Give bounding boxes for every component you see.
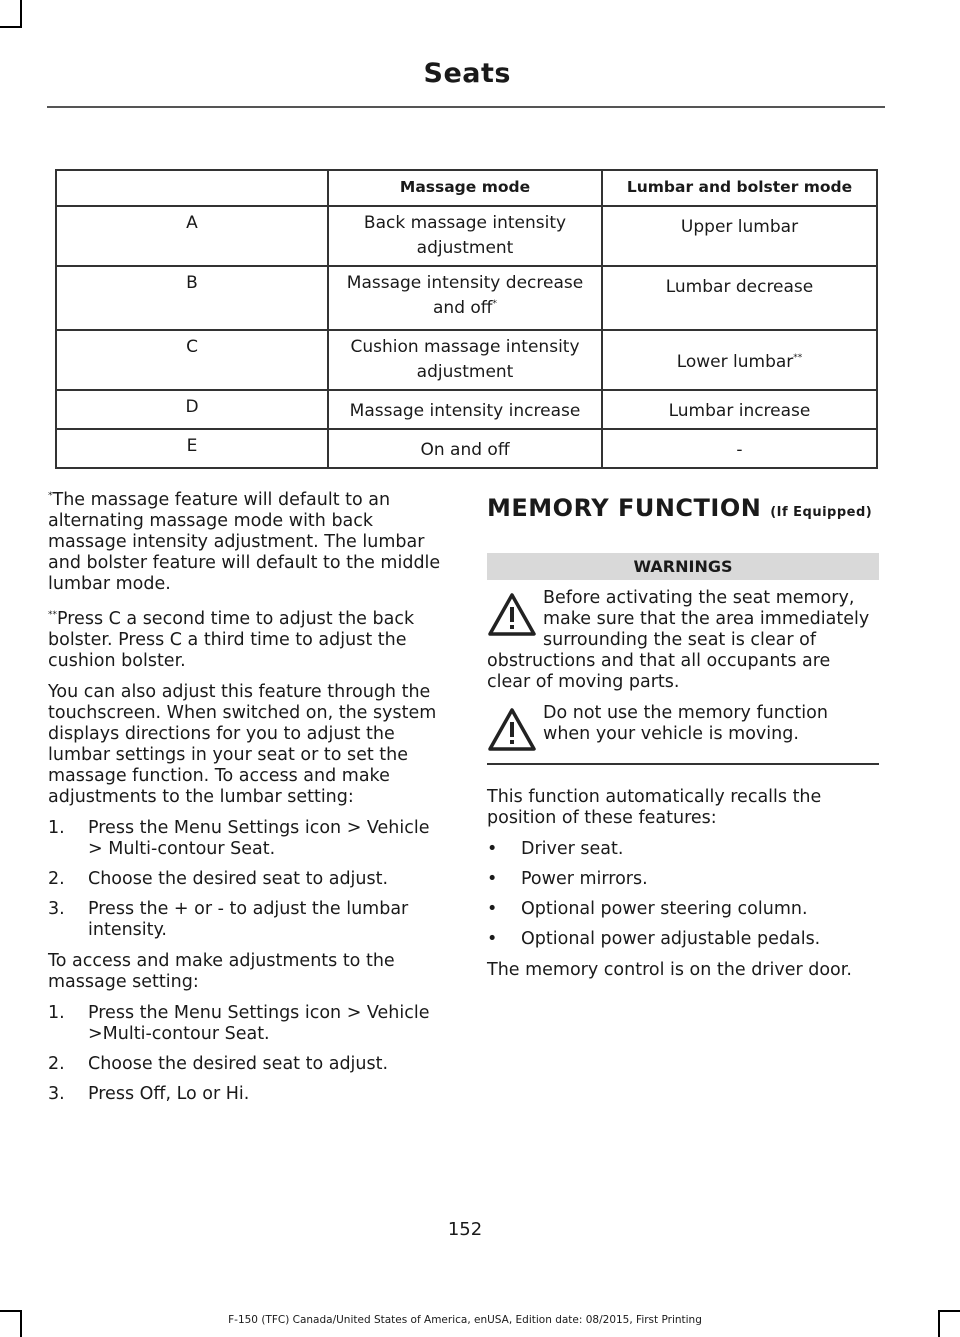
table-cell-key: D bbox=[56, 390, 328, 429]
table-cell-lumbar: Lower lumbar** bbox=[602, 330, 877, 390]
list-item: 3. Press Off, Lo or Hi. bbox=[48, 1084, 250, 1104]
table-header-empty bbox=[56, 170, 328, 206]
table-header-row bbox=[56, 170, 877, 206]
table-cell-key: A bbox=[56, 206, 328, 266]
massage-mode-table bbox=[55, 169, 878, 469]
page-title: Seats bbox=[423, 58, 511, 89]
list-item: • Driver seat. bbox=[487, 839, 624, 859]
crop-mark bbox=[938, 1310, 940, 1337]
crop-mark bbox=[0, 1310, 22, 1312]
section-heading: MEMORY FUNCTION (If Equipped) bbox=[487, 494, 873, 522]
warning-item: Before activating the seat memory, make sure that the area immediately surrounding the seat is clear of obstructions and that all occupants are clear of moving parts. bbox=[487, 588, 870, 692]
footnote-bolster: **Press C a second time to adjust the back bolster. Press C a third time to adjust the cushion bolster. bbox=[48, 609, 415, 671]
table-header-massage: Massage mode bbox=[328, 170, 602, 206]
page-number: 152 bbox=[447, 1219, 483, 1240]
table-header-lumbar: Lumbar and bolster mode bbox=[602, 170, 877, 206]
massage-paragraph: To access and make adjustments to the massage setting: bbox=[48, 951, 395, 992]
table-cell-massage: Back massage intensity adjustment bbox=[328, 206, 602, 266]
lumbar-steps bbox=[48, 818, 448, 941]
table-row bbox=[56, 330, 877, 390]
crop-mark bbox=[0, 26, 22, 28]
warnings-divider bbox=[487, 763, 879, 765]
list-item: 2. Choose the desired seat to adjust. bbox=[48, 1054, 389, 1074]
table-cell-massage: On and off bbox=[328, 429, 602, 468]
table-row bbox=[56, 206, 877, 266]
table-row bbox=[56, 429, 877, 468]
warning-triangle-icon bbox=[487, 592, 537, 638]
table-cell-key: B bbox=[56, 266, 328, 330]
left-column bbox=[48, 486, 448, 1115]
list-item: • Optional power adjustable pedals. bbox=[487, 929, 821, 949]
list-item: 3. Press the + or - to adjust the lumbar intensity. bbox=[48, 899, 409, 940]
crop-mark bbox=[938, 1310, 960, 1312]
table-cell-key: C bbox=[56, 330, 328, 390]
memory-intro: This function automatically recalls the position of these features: bbox=[487, 787, 822, 828]
memory-features-list bbox=[487, 839, 879, 950]
table-cell-massage: Massage intensity decrease and off* bbox=[328, 266, 602, 330]
table-cell-lumbar: Lumbar increase bbox=[602, 390, 877, 429]
header-divider bbox=[47, 106, 885, 108]
table-cell-lumbar: Upper lumbar bbox=[602, 206, 877, 266]
warnings-banner: WARNINGS bbox=[487, 553, 879, 580]
table-cell-lumbar: - bbox=[602, 429, 877, 468]
table-cell-key: E bbox=[56, 429, 328, 468]
warning-item: Do not use the memory function when your vehicle is moving. bbox=[487, 703, 879, 753]
memory-control-location: The memory control is on the driver door. bbox=[487, 960, 852, 980]
page-footer: F-150 (TFC) Canada/United States of America, enUSA, Edition date: 08/2015, First Printing bbox=[228, 1314, 702, 1326]
table-cell-lumbar: Lumbar decrease bbox=[602, 266, 877, 330]
warning-triangle-icon bbox=[487, 707, 537, 753]
list-item: • Power mirrors. bbox=[487, 869, 648, 889]
list-item: 1. Press the Menu Settings icon > Vehicle > Multi-contour Seat. bbox=[48, 818, 430, 859]
right-column bbox=[487, 494, 879, 991]
table-cell-massage: Cushion massage intensity adjustment bbox=[328, 330, 602, 390]
list-item: 2. Choose the desired seat to adjust. bbox=[48, 869, 389, 889]
table-cell-massage: Massage intensity increase bbox=[328, 390, 602, 429]
list-item: • Optional power steering column. bbox=[487, 899, 808, 919]
footnote-default: *The massage feature will default to an alternating massage mode with back massage intensity adjustment. The lumbar and bolster feature will default to the middle lumbar mode. bbox=[48, 490, 441, 594]
table-row bbox=[56, 390, 877, 429]
crop-mark bbox=[20, 0, 22, 28]
touchscreen-paragraph: You can also adjust this feature through the touchscreen. When switched on, the system displays directions for you to adjust the lumbar settings in your seat or to set the massage function. To access and make adjustments to the lumbar setting: bbox=[48, 682, 437, 807]
massage-steps bbox=[48, 1003, 448, 1105]
list-item: 1. Press the Menu Settings icon > Vehicle >Multi-contour Seat. bbox=[48, 1003, 430, 1044]
table-row bbox=[56, 266, 877, 330]
